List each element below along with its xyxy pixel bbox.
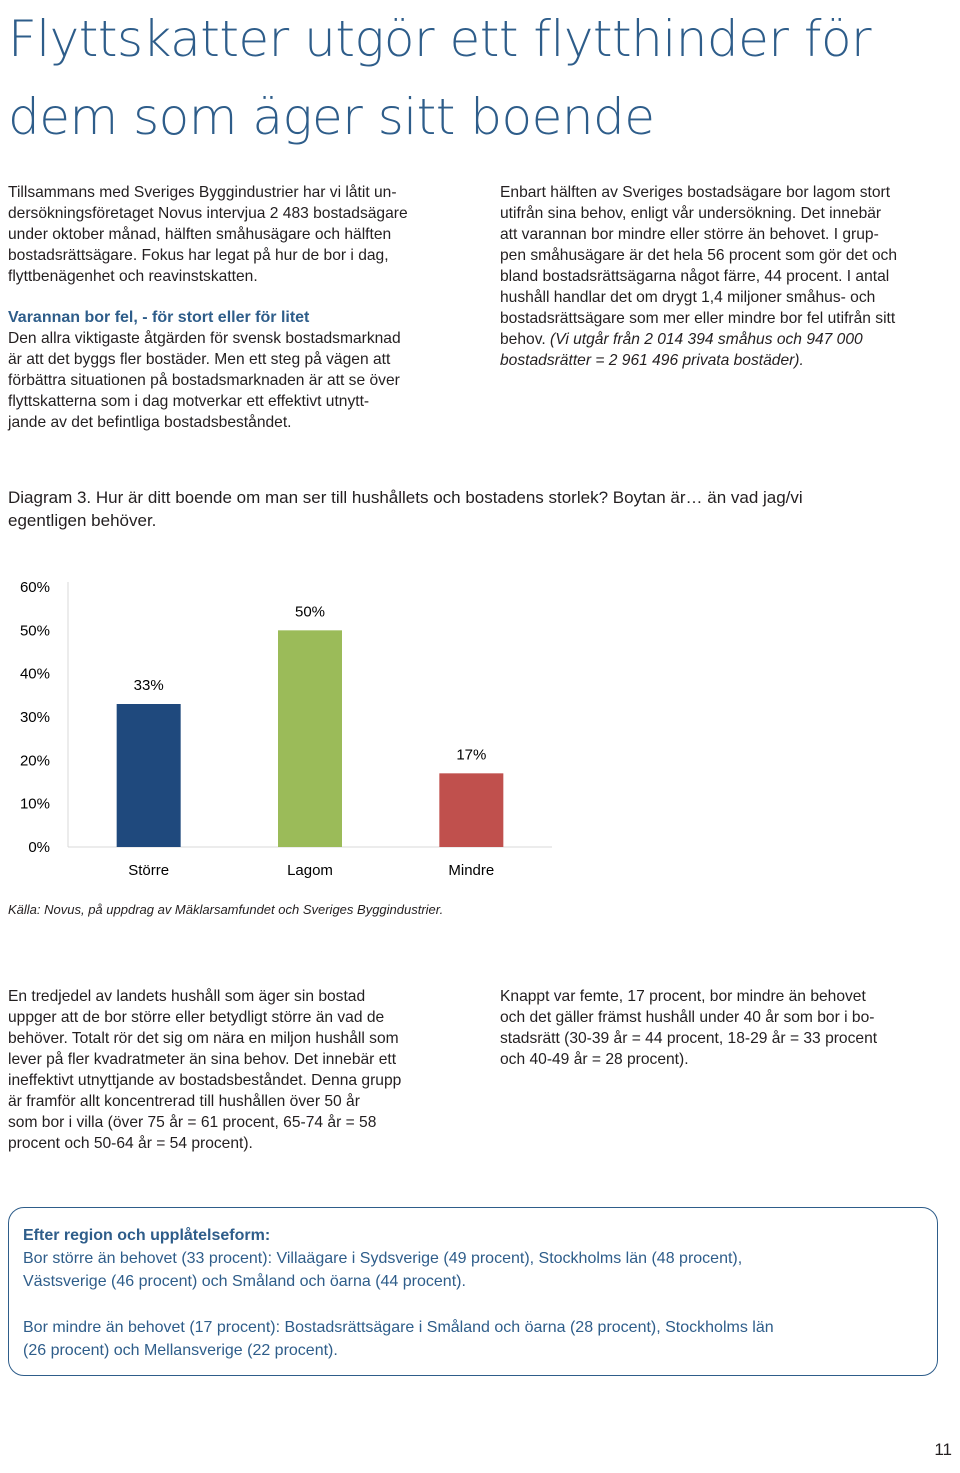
diagram-caption — [8, 486, 948, 532]
text-line: Enbart hälften av Sveriges bostadsägare bor lagom stort — [500, 184, 891, 201]
data-label: 33% — [133, 677, 164, 694]
body-paragraph — [8, 328, 478, 433]
text-line: lever på fler kvadratmeter än sina behov. Det innebär ett — [8, 1051, 397, 1068]
text-line: flyttbenägenhet och reavinstskatten. — [8, 268, 258, 285]
intro-paragraph — [8, 182, 478, 287]
caption-line-1: Diagram 3. Hur är ditt boende om man ser till hushållets och bostadens storlek? Boytan är… än vad jag/vi — [8, 488, 803, 507]
x-tick-label: Lagom — [287, 862, 333, 879]
text-line: utifrån sina behov, enligt vår undersökning. Det innebär — [500, 205, 882, 222]
y-tick-label: 0% — [28, 839, 50, 856]
box-title: Efter region och upplåtelseform: — [23, 1227, 271, 1244]
bar-mindre — [439, 773, 503, 847]
title-line-2: dem som äger sitt boende — [8, 88, 655, 146]
data-label: 50% — [294, 603, 326, 621]
title-line-1: Flyttskatter utgör ett flytthinder för — [8, 10, 872, 68]
box-text-line: (26 procent) och Mellansverige (22 procent). — [23, 1342, 338, 1359]
text-plain: behov. — [500, 331, 546, 348]
y-tick-label: 50% — [19, 622, 50, 640]
text-line: bostadsrättsägare. Fokus har legat på hur de bor i dag, — [8, 247, 389, 264]
page-number: 11 — [934, 1440, 952, 1459]
text-line: är att det byggs fler bostäder. Men ett steg på vägen att — [8, 351, 391, 368]
y-tick-label: 60% — [19, 579, 50, 596]
text-line: förbättra situationen på bostadsmarknaden är att se över — [8, 372, 400, 389]
text-line: flyttskatterna som i dag motverkar ett effektivt utnytt- — [8, 393, 370, 410]
x-tick-label: Större — [128, 862, 170, 879]
text-line: En tredjedel av landets hushåll som äger sin bostad — [8, 988, 366, 1005]
text-line: behöver. Totalt rör det sig om nära en miljon hushåll som — [8, 1030, 399, 1047]
text-line: uppger att de bor större eller betydligt större än vad de — [8, 1009, 385, 1026]
data-label: 17% — [456, 746, 487, 764]
text-line: som bor i villa (över 75 år = 61 procent, 65-74 år = 58 — [8, 1114, 377, 1131]
text-line: bostadsrättsägare som mer eller mindre bor fel utifrån sitt — [500, 310, 896, 327]
text-line: hushåll handlar det om drygt 1,4 miljoner småhus- och — [500, 289, 876, 306]
text-line: jande av det befintliga bostadsbeståndet. — [8, 414, 292, 431]
left-bottom-column — [8, 986, 478, 1154]
y-tick-label: 10% — [19, 795, 50, 813]
text-line: pen småhusägare är det hela 56 procent som gör det och — [500, 247, 898, 264]
x-tick-label: Mindre — [448, 862, 495, 879]
text-line: ineffektivt utnyttjande av bostadsbeståndet. Denna grupp — [8, 1072, 402, 1089]
text-line: och det gäller främst hushåll under 40 år som bor i bo- — [500, 1009, 875, 1026]
caption-line-2: egentligen behöver. — [8, 511, 157, 530]
text-line: och 40-49 år = 28 procent). — [500, 1051, 689, 1068]
text-line: procent och 50-64 år = 54 procent). — [8, 1135, 253, 1152]
intro-column — [8, 182, 478, 433]
bar-chart — [0, 570, 560, 890]
y-tick-label: 40% — [19, 665, 50, 683]
italic-note-line: bostadsrätter = 2 961 496 privata bostäder). — [500, 352, 804, 369]
box-text-line: Bor större än behovet (33 procent): Villaägare i Sydsverige (49 procent), Stockholms län (48 procent), — [23, 1250, 743, 1267]
text-line: är framför allt koncentrerad till hushållen över 50 år — [8, 1093, 360, 1110]
text-line — [500, 329, 955, 350]
right-bottom-column — [500, 986, 955, 1070]
source-note: Källa: Novus, på uppdrag av Mäklarsamfundet och Sveriges Byggindustrier. — [8, 902, 444, 917]
region-info-box — [8, 1207, 938, 1376]
bar-större — [117, 704, 181, 847]
italic-note: (Vi utgår från 2 014 394 småhus och 947 000 — [550, 331, 863, 348]
text-line: Tillsammans med Sveriges Byggindustrier har vi låtit un- — [8, 184, 397, 201]
section-subheading: Varannan bor fel, - för stort eller för litet — [8, 309, 310, 326]
y-tick-label: 20% — [19, 752, 50, 770]
text-line: att varannan bor mindre eller större än behovet. I grup- — [500, 226, 879, 243]
right-top-column — [500, 182, 955, 371]
bar-lagom — [278, 630, 342, 847]
text-line: stadsrätt (30-39 år = 44 procent, 18-29 år = 33 procent — [500, 1030, 878, 1047]
text-line: Den allra viktigaste åtgärden för svensk bostadsmarknad — [8, 330, 401, 347]
text-line: bland bostadsrättsägarna något färre, 44 procent. I antal — [500, 268, 890, 285]
y-tick-label: 30% — [19, 709, 50, 726]
text-line: dersökningsföretaget Novus intervjua 2 483 bostadsägare — [8, 205, 408, 222]
page-title — [8, 0, 948, 156]
text-line: under oktober månad, hälften småhusägare och hälften — [8, 226, 392, 243]
text-line: Knappt var femte, 17 procent, bor mindre än behovet — [500, 988, 866, 1005]
box-text-line: Bor mindre än behovet (17 procent): Bostadsrättsägare i Småland och öarna (28 procent), Stockholms län — [23, 1319, 774, 1336]
box-text-line: Västsverige (46 procent) och Småland och öarna (44 procent). — [23, 1273, 466, 1290]
